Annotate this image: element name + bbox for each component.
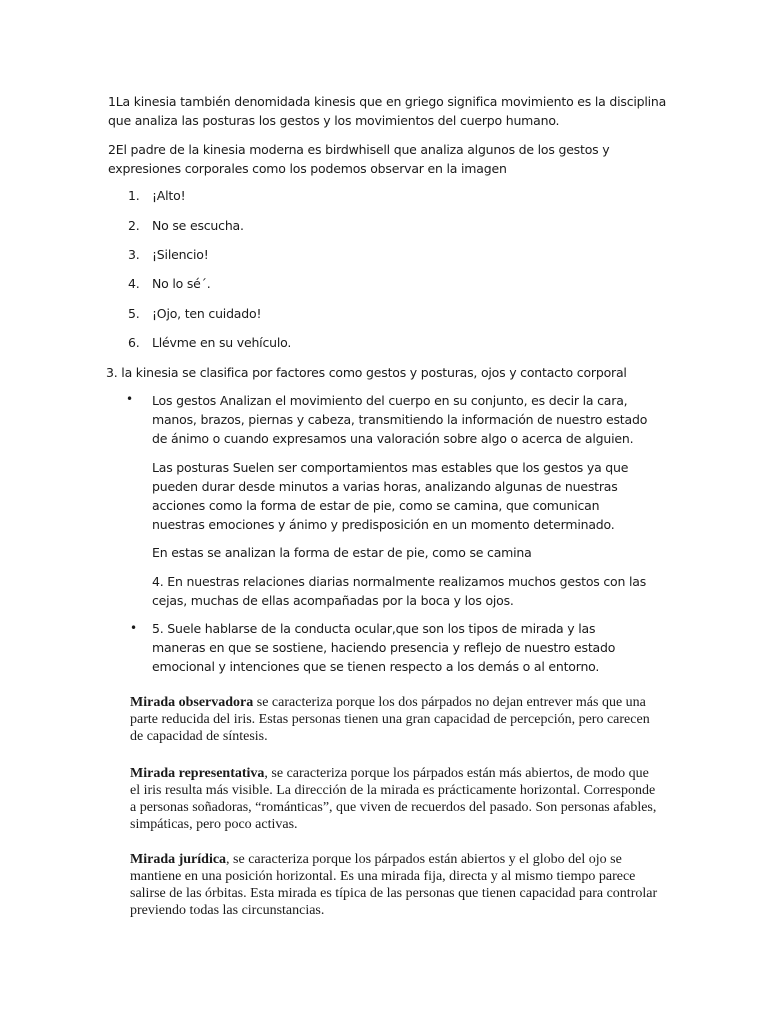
mirada-representativa: Mirada representativa, se caracteriza porque los párpados están más abiertos, de modo que el iris resulta más visible. La dirección de la mirada es prácticamente horizontal. Corresponde a personas soñadoras, “románticas”, que viven de recuerdos del pasado. Son personas afables, simpáticas, pero poco activas. (130, 766, 657, 832)
mirada-title: Mirada jurídica (130, 852, 227, 867)
bullet-estas: En estas se analizan la forma de estar de pie, como se camina (152, 545, 532, 560)
paragraph-1 (108, 92, 668, 130)
list-item: 2. No se escucha. (128, 218, 244, 233)
paragraph-2 (108, 140, 668, 178)
list-item: 4. No lo sé´. (128, 276, 211, 291)
list-item: 1. ¡Alto! (128, 188, 186, 203)
bullet-posturas: Las posturas Suelen ser comportamientos mas estables que los gestos ya que pueden durar desde minutos a varias horas, analizando algunas de nuestras acciones como la forma de estar de pie, como se camina, que comunican nuestras emociones y ánimo y predisposición en un momento determinado. (152, 460, 629, 532)
mirada-title: Mirada representativa (130, 766, 265, 781)
paragraph-3 (106, 363, 686, 382)
bullet-ocular: 5. Suele hablarse de la conducta ocular,que son los tipos de mirada y las maneras en que se sostiene, haciendo presencia y reflejo de nuestro estado emocional y intenciones que se tienen respecto a los demás o al entorno. (152, 621, 616, 674)
mirada-juridica: Mirada jurídica, se caracteriza porque los párpados están abiertos y el globo del ojo se mantiene en una posición horizontal. Es una mirada fija, directa y al mismo tiempo parece salirse de las órbitas. Esta mirada es típica de las personas que tienen capacidad para controlar previendo todas las circunstancias. (130, 852, 658, 918)
paragraph-3-text: 3. la kinesia se clasifica por factores como gestos y posturas, ojos y contacto corporal (106, 365, 627, 380)
bullet-icon: • (130, 621, 137, 635)
bullet-relaciones: 4. En nuestras relaciones diarias normalmente realizamos muchos gestos con las cejas, muchas de ellas acompañadas por la boca y los ojos. (152, 574, 647, 608)
paragraph-2-text: 2El padre de la kinesia moderna es birdwhisell que analiza algunos de los gestos y expresiones corporales como los podemos observar en la imagen (108, 142, 610, 176)
paragraph-1-text: 1La kinesia también denomidada kinesis que en griego significa movimiento es la disciplina que analiza las posturas los gestos y los movimientos del cuerpo humano. (108, 94, 667, 128)
list-item: 5. ¡Ojo, ten cuidado! (128, 306, 262, 321)
list-item: 3. ¡Silencio! (128, 247, 209, 262)
bullet-gestos: Los gestos Analizan el movimiento del cuerpo en su conjunto, es decir la cara, manos, brazos, piernas y cabeza, transmitiendo la información de nuestro estado de ánimo o cuando expresamos una valoración sobre algo o acerca de alguien. (152, 393, 648, 446)
bullet-icon: • (126, 392, 133, 406)
mirada-observadora: Mirada observadora se caracteriza porque los dos párpados no dejan entrever más que una parte reducida del iris. Estas personas tienen una gran capacidad de percepción, pero carecen de capacidad de síntesis. (130, 695, 650, 744)
list-item: 6. Llévme en su vehículo. (128, 335, 292, 350)
mirada-title: Mirada observadora (130, 695, 254, 710)
